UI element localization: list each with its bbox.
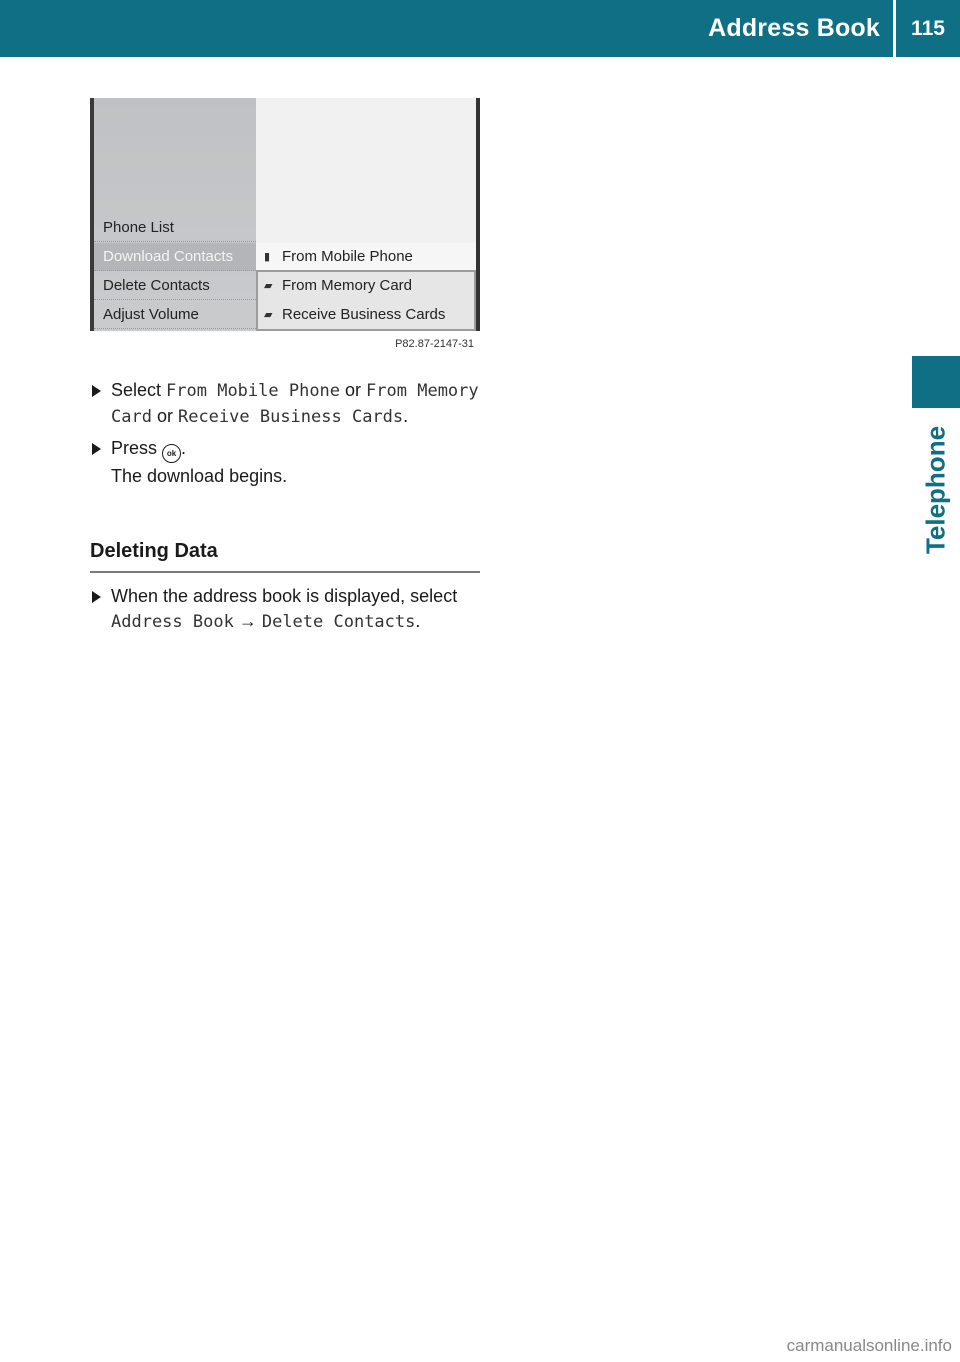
step-text: . <box>181 438 187 458</box>
menu-item-delete-contacts: Delete Contacts <box>94 272 256 300</box>
option-from-memory-card: From Memory Card <box>111 381 479 427</box>
bluetooth-card-icon: ▰ <box>264 309 273 321</box>
submenu-from-memory-card <box>256 272 476 300</box>
delete-instructions <box>90 584 482 641</box>
menu-path-address-book: Address Book <box>111 612 234 632</box>
step-arrow-icon <box>92 443 101 455</box>
instructions <box>90 378 482 489</box>
chapter-label: Telephone <box>920 425 951 555</box>
submenu-from-mobile-phone <box>256 243 476 271</box>
page-number: 115 <box>911 17 945 40</box>
menu-item-adjust-volume: Adjust Volume <box>94 301 256 329</box>
screen-figure <box>90 98 480 356</box>
menu-item-download-contacts: Download Contacts <box>94 243 256 271</box>
figure-code: P82.87-2147-31 <box>395 338 474 350</box>
memory-card-icon: ▰ <box>264 280 273 292</box>
step-text: When the address book is displayed, select <box>111 586 458 606</box>
menu-path-delete-contacts: Delete Contacts <box>261 612 416 632</box>
path-arrow: → <box>233 611 262 631</box>
ok-button-icon: ok <box>162 444 181 463</box>
step-text: or <box>151 406 178 426</box>
step-text: . <box>415 611 421 631</box>
watermark: carmanualsonline.info <box>786 1336 952 1355</box>
step-result: The download begins. <box>111 466 288 486</box>
chapter-tab <box>912 356 960 408</box>
submenu-receive-business-cards <box>256 301 476 329</box>
submenu-label: Receive Business Cards <box>282 306 446 323</box>
step-arrow-icon <box>92 591 101 603</box>
submenu-label: From Memory Card <box>282 277 413 294</box>
submenu-label: From Mobile Phone <box>282 248 413 265</box>
step-delete <box>90 584 482 635</box>
step-select <box>90 378 482 430</box>
page-header <box>0 0 960 57</box>
screen-edge <box>476 98 480 331</box>
header-title: Address Book <box>708 14 880 42</box>
option-from-mobile-phone: From Mobile Phone <box>166 381 341 401</box>
menu-item-phone-list: Phone List <box>94 214 256 242</box>
option-receive-business-cards: Receive Business Cards <box>177 407 404 427</box>
step-text: . <box>403 406 409 426</box>
step-text: Press <box>111 438 163 458</box>
section-heading: Deleting Data <box>90 540 480 573</box>
step-press <box>90 436 482 463</box>
mobile-phone-icon: ▮ <box>264 251 271 263</box>
step-text: or <box>340 380 367 400</box>
screen-display <box>90 98 480 331</box>
step-text: Select <box>111 380 167 400</box>
step-arrow-icon <box>92 385 101 397</box>
